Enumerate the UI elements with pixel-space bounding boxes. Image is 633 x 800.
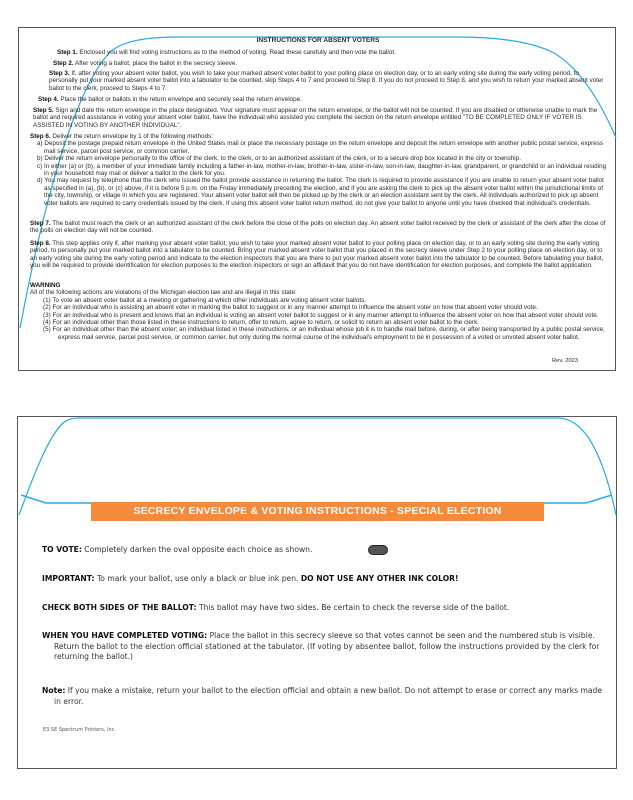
step-label: Step 6. xyxy=(30,133,51,140)
step-text: The ballot must reach the clerk or an authorized assistant of the clerk before the close of the polls on election day. An absent voter ballot received by the clerk or assistant of the clerk after the close of the polls on election day will not be counted. xyxy=(30,220,606,235)
step-text: Deliver the return envelope by 1 of the following methods: xyxy=(50,133,214,140)
warning-section xyxy=(30,282,610,341)
warning-heading: WARNING xyxy=(30,282,61,289)
step-8 xyxy=(30,240,610,270)
step-text: This step applies only if, after marking your absent voter ballot, you wish to take your marked absent voter ballot to your polling place on election day, or to an early voting site during the early voting period, to personally put your marked ballot into a tabulator to be counted. Bring your marked absent voter ballot that you placed in the secrecy sleeve under Step 2 to your polling place on election day, or to an early voting site during the early voting period and indicate to the election inspectors that you are there to put your marked absent voter ballot into the tabulator to be counted. Before tabulating your ballot, you will be required to provide identification for election purposes to the election inspectors or sign an affidavit that you do not have identification for election purposes, and complete the ballot application. xyxy=(30,240,604,270)
step-text: Enclosed you will find voting instructions as to the method of voting. Read these carefully and then vote the ballot. xyxy=(77,49,396,56)
method-d: d) You may request by telephone that the clerk who issued the ballot provide assistance in returning the ballot. The clerk is required to provide assistance if you are unable to return your absent voter ballot as specified in (a), (b), or (c) above, if it is before 5 p.m. on the Friday immediately preceding the election, and if you are asking the clerk to pick up the absent voter ballot within the jurisdictional limits of the city, township, or village in which you are registered. Your absent voter ballot will then be picked up by the clerk or an election assistant sent by the clerk. All individuals authorized to pick up absent voter ballots are required to carry credentials issued by the clerk. If using this absent voter ballot return method, do not give your ballot to anyone until you have checked that individual's credentials. xyxy=(37,177,604,207)
envelope-flap-outline-icon xyxy=(18,417,618,770)
instruction-label: CHECK BOTH SIDES OF THE BALLOT: xyxy=(42,603,197,612)
instruction-label: WHEN YOU HAVE COMPLETED VOTING: xyxy=(42,631,208,640)
warning-item: (4) For an individual other than those listed in these instructions to return, offer to return, agree to return, or solicit to return an absent voter ballot to the clerk. xyxy=(43,319,479,327)
important-instruction xyxy=(42,574,602,585)
method-a: a) Deposit the postage prepaid return envelope in the United States mail or place the necessary postage on the return envelope and deposit the return envelope with another public postal service, express mail service, parcel post service, or common carrier. xyxy=(37,140,604,155)
step-6 xyxy=(30,133,610,207)
instructions-title: INSTRUCTIONS FOR ABSENT VOTERS xyxy=(256,37,380,44)
instruction-label: Note: xyxy=(42,686,66,695)
instruction-text: If you make a mistake, return your ballot to the election official and obtain a new ballot. Do not attempt to erase or correct any marks made in error. xyxy=(54,686,603,706)
step-text: After voting a ballot, place the ballot in the secrecy sleeve. xyxy=(73,60,238,67)
instruction-text: Place the ballot in this secrecy sleeve so that votes cannot be seen and the numbered stub is visible. Return the ballot to the election official stationed at the tabulator. (If voting by absentee ballot, follow the instructions provided by the clerk for returning the ballot.) xyxy=(54,631,600,661)
secrecy-envelope-panel xyxy=(17,416,617,769)
step-text: Sign and date the return envelope in the place designated. Your signature must appear on the return envelope, or the ballot will not be counted. If you are disabled or otherwise unable to mark the ballot and required assistance in voting your absent voter ballot, have the individual who assisted you complete the section on the return envelope entitled "TO BE COMPLETED ONLY IF VOTER IS ASSISTED IN VOTING BY ANOTHER INDIVIDUAL". xyxy=(33,107,598,129)
step-label: Step 5. xyxy=(33,107,54,114)
warning-item: (2) For an individual who is assisting an absent voter in marking the ballot to suggest or in any manner attempt to influence the absent voter on how that absent voter should vote. xyxy=(43,304,538,312)
step-1 xyxy=(57,49,597,56)
step-2 xyxy=(53,60,593,67)
warning-item: (3) For an individual who is present and knows that an individual is voting an absent voter ballot to suggest or in any manner attempt to influence the absent voter on how that absent voter should vote. xyxy=(43,311,599,319)
step-4 xyxy=(38,96,598,103)
printer-credit: E3 SE Spectrum Printers, Inc. xyxy=(43,727,117,733)
step-label: Step 8. xyxy=(30,240,51,247)
method-b: b) Deliver the return envelope personally to the office of the clerk, to the clerk, or to an authorized assistant of the clerk, or to a secure drop box located in the city or township. xyxy=(37,155,521,163)
note-instruction xyxy=(42,686,609,707)
instruction-label: TO VOTE: xyxy=(42,545,82,554)
instruction-text: Completely darken the oval opposite each choice as shown. xyxy=(81,545,313,554)
instruction-label: IMPORTANT: xyxy=(42,574,95,583)
step-label: Step 4. xyxy=(38,96,59,103)
instruction-text: This ballot may have two sides. Be certain to check the reverse side of the ballot. xyxy=(196,603,510,612)
revision-label: Rev. 2023 xyxy=(552,358,578,364)
method-c: c) In either (a) or (b), a member of your immediate family including a father-in-law, mother-in-law, brother-in-law, sister-in-law, son-in-law, daughter-in-law, grandparent, or grandchild or an individual residing in your household may mail or deliver a ballot to the clerk for you. xyxy=(37,162,607,178)
check-both-sides-instruction xyxy=(42,603,602,614)
step-5 xyxy=(33,107,608,129)
step-label: Step 3. xyxy=(49,70,70,77)
completed-voting-instruction xyxy=(42,631,609,663)
instruction-text: To mark your ballot, use only a black or blue ink pen. xyxy=(94,574,301,583)
step-text: Place the ballot or ballots in the return envelope and securely seal the return envelope. xyxy=(58,96,302,103)
instruction-emphasis: DO NOT USE ANY OTHER INK COLOR! xyxy=(300,574,459,583)
step-label: Step 2. xyxy=(53,60,74,67)
step-7 xyxy=(30,220,610,235)
step-label: Step 7. xyxy=(30,220,51,227)
filled-oval-example-icon xyxy=(368,545,388,555)
warning-item: (1) To vote an absent voter ballot at a meeting or gathering at which other individuals are voting absent voter ballots. xyxy=(43,296,366,304)
warning-item: (5) For an individual other than the absent voter; an individual listed in these instructions; or an individual whose job it is to handle mail before, during, or after being transported by a public postal service, express mail service, parcel post service, or common carrier, but only during the normal course of the individual's employment to be in possession of a voted or unvoted absent voter ballot. xyxy=(43,326,605,341)
step-3 xyxy=(49,70,604,92)
step-label: Step 1. xyxy=(57,49,78,56)
step-text: If, after voting your absent voter ballot, you wish to take your marked absent voter ballot to your polling place on election day, or to an early voting site during the early voting period, to personally put your marked absent voter ballot into a tabulator to be counted, skip Steps 4 to 7 and proceed to Step 8. If you do not proceed to Step 8, and you wish to return your marked absent voter ballot to the clerk, proceed to Steps 4 to 7. xyxy=(49,70,604,92)
secrecy-envelope-banner: SECRECY ENVELOPE & VOTING INSTRUCTIONS - SPECIAL ELECTION xyxy=(91,502,544,521)
to-vote-instruction xyxy=(42,545,582,556)
absent-voter-instructions-panel xyxy=(18,27,616,371)
warning-intro: All of the following actions are violations of the Michigan election law and are illegal in this state: xyxy=(30,289,297,297)
